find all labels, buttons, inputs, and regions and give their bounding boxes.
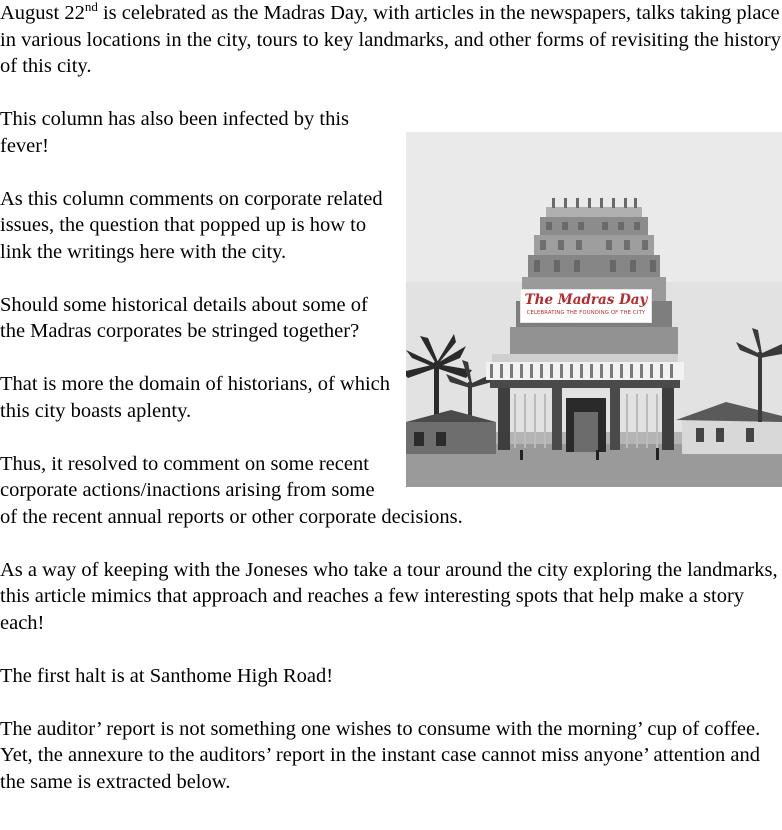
paragraph-3: Should some historical details about some of the Madras corporates be stringed together? <box>0 293 368 342</box>
paragraph-1: This column has also been infected by this fever! <box>0 108 349 157</box>
paragraph-6: As a way of keeping with the Joneses who take a tour around the city exploring the landmarks, this article mimics that approach and reaches a few interesting spots that help make a story each! <box>0 558 778 634</box>
paragraph-2: As this column comments on corporate related issues, the question that popped up is how to link the writings here with the city. <box>0 187 383 263</box>
paragraph-5: Thus, it resolved to comment on some recent corporate actions/inactions arising from some of the recent annual reports or other corporate decisions. <box>0 452 463 528</box>
paragraph-4: That is more the domain of historians, of which this city boasts aplenty. <box>0 373 390 422</box>
date-ordinal-suffix: nd <box>84 0 98 14</box>
intro-date: August 22 <box>0 2 85 24</box>
intro-text: is celebrated as the Madras Day, with articles in the newspapers, talks taking place in various locations in the city, tours to key landmarks, and other forms of revisiting the history of this city. <box>0 2 781 77</box>
madras-day-temple-photo <box>406 132 782 487</box>
madras-day-logo-subtitle: CELEBRATING THE FOUNDING OF THE CITY <box>526 310 646 316</box>
intro-paragraph <box>0 0 782 80</box>
paragraph-7: The first halt is at Santhome High Road! <box>0 664 334 687</box>
paragraph-8: The auditor’ report is not something one wishes to consume with the morning’ cup of coffee. Yet, the annexure to the auditors’ report in the instant case cannot miss anyone’ attention and the same is extracted below. <box>0 717 761 793</box>
madras-day-logo <box>520 289 652 323</box>
madras-day-logo-title: The Madras Day <box>524 292 648 308</box>
